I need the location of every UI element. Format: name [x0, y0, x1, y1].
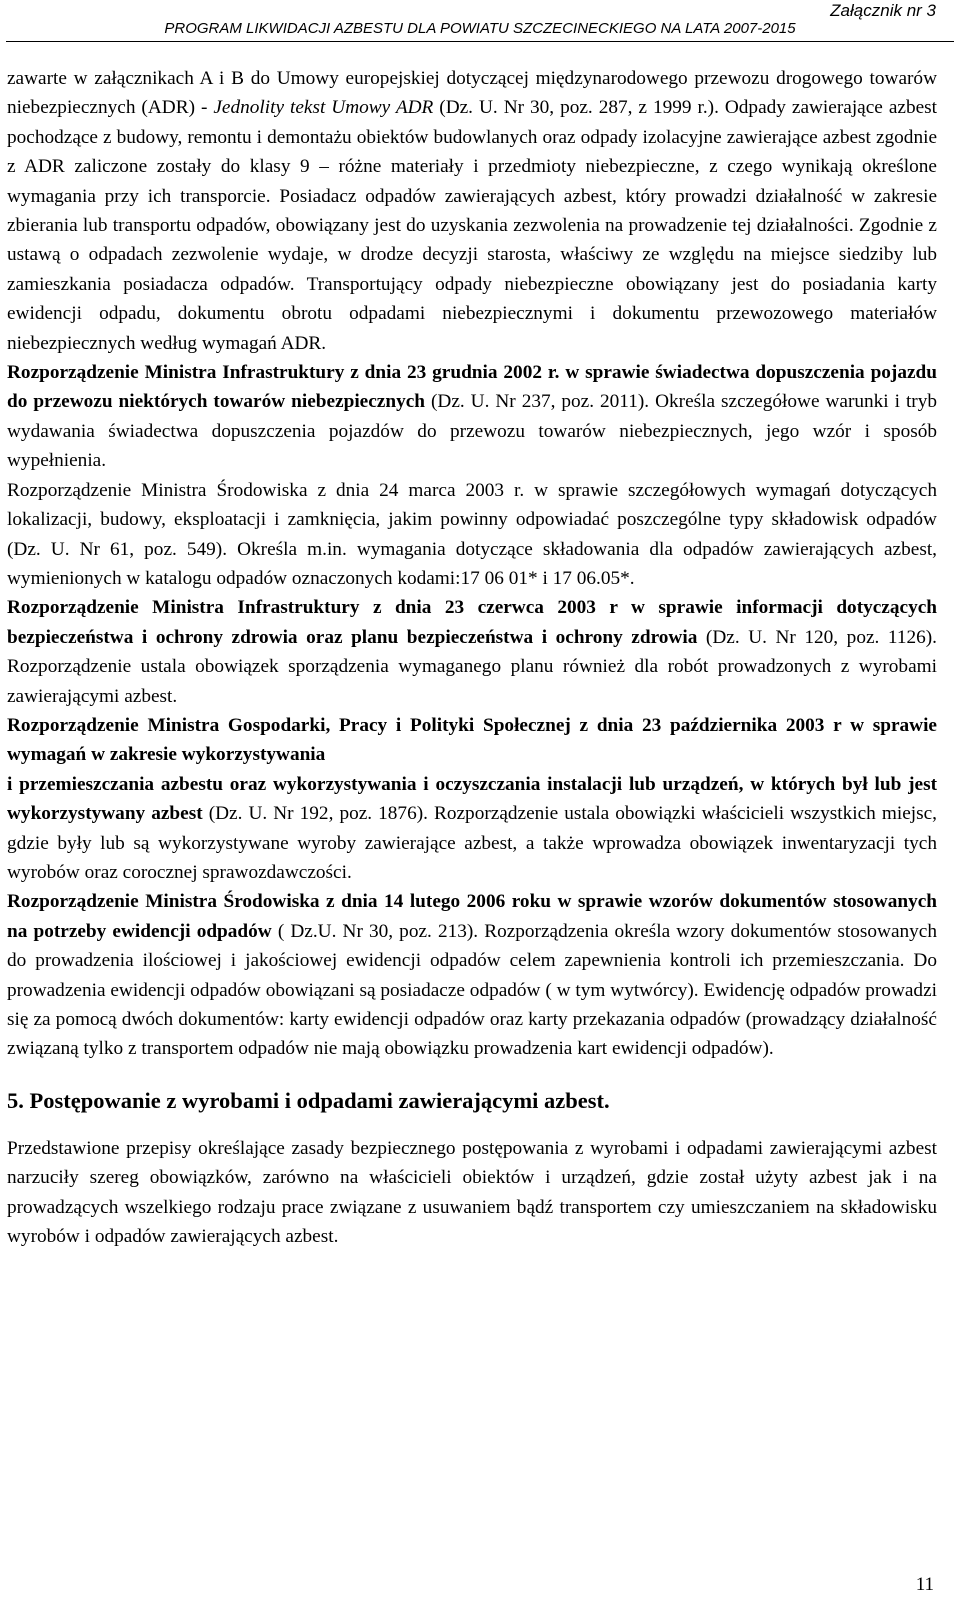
paragraph-regulation-2003-october: Rozporządzenie Ministra Gospodarki, Pracy i Polityki Społecznej z dnia 23 października 2003 r w sprawie wymagań w zakresie wykorzystywania i przemieszczania azbestu oraz wykorzystywania i oczyszczania instalacji lub urządzeń, w których był lub jest wykorzystywany azbest (Dz. U. Nr 192, poz. 1876). Rozporządzenie ustala obowiązki właścicieli wszystkich miejsc, gdzie były lub są wykorzystywane wyroby zawierające azbest, a także wprowadza obowiązek inwentaryzacji tych wyrobów oraz corocznej sprawozdawczości.	[7, 714, 938, 883]
adr-title: Jednolity tekst Umowy ADR	[213, 97, 434, 119]
paragraph-regulation-2003-march: Rozporządzenie Ministra Środowiska z dnia 24 marca 2003 r. w sprawie szczegółowych wymagań dotyczących lokalizacji, budowy, eksploatacji i zamknięcia, jakim powinny odpowiadać poszczególne typy składowisk odpadów (Dz. U. Nr 61, poz. 549). Określa m.in. wymagania dotyczące składowania dla odpadów zawierających azbest, wymienionych w katalogu odpadów oznaczonych kodami:17 06 01* i 17 06.05*.	[7, 479, 937, 589]
header-divider	[6, 41, 954, 42]
section-heading: 5. Postępowanie z wyrobami i odpadami zawierającymi azbest.	[7, 1087, 610, 1113]
page-number: 11	[915, 1574, 934, 1595]
section-paragraph: Przedstawione przepisy określające zasady bezpiecznego postępowania z wyrobami i odpadami zawierającymi azbest narzuciły szereg obowiązków, zarówno na właścicieli obiektów i urządzeń, gdzie został użyty azbest jak i na prowadzących wszelkiego rodzaju prace związane z usuwaniem bądź transportem czy umieszczaniem na składowisku wyrobów i odpadów zawierających azbest.	[7, 1137, 937, 1248]
paragraph-regulation-2006: Rozporządzenie Ministra Środowiska z dnia 14 lutego 2006 roku w sprawie wzorów dokumentów stosowanych na potrzeby ewidencji odpadów ( Dz.U. Nr 30, poz. 213). Rozporządzenia określa wzory dokumentów stosowanych do prowadzenia ilościowej i jakościowej ewidencji odpadów celem zapewnienia kontroli ich przemieszczania. Do prowadzenia ewidencji odpadów obowiązani są posiadacze odpadów ( w tym wytwórcy). Ewidencję odpadów prowadzi się za pomocą dwóch dokumentów: karty ewidencji odpadów oraz karty przekazania odpadów (prowadzący działalność związaną tylko z transportem odpadów nie mają obowiązku prowadzenia kart ewidencji odpadów).	[7, 891, 937, 1060]
regulation-title: Rozporządzenie Ministra Infrastruktury z dnia 23 czerwca 2003 r w sprawie informacji dotyczących bezpieczeństwa i ochrony zdrowia oraz planu bezpieczeństwa i ochrony zdrowia	[7, 597, 937, 648]
program-header: PROGRAM LIKWIDACJI AZBESTU DLA POWIATU SZCZECINECKIEGO NA LATA 2007-2015	[164, 20, 796, 37]
paragraph-adr: zawarte w załącznikach A i B do Umowy europejskiej dotyczącej międzynarodowego przewozu drogowego towarów niebezpiecznych (ADR) - Jednolity tekst Umowy ADR (Dz. U. Nr 30, poz. 287, z 1999 r.). Odpady zawierające azbest pochodzące z budowy, remontu i demontażu obiektów budowlanych oraz odpady izolacyjne zawierające azbest zgodnie z ADR zaliczone zostały do klasy 9 – różne materiały i przedmioty niebezpieczne, z czego wynikają określone wymagania przy ich transporcie. Posiadacz odpadów zawierających azbest, który prowadzi działalność w zakresie zbierania lub transportu odpadów, obowiązany jest do uzyskania zezwolenia na prowadzenie tej działalności. Zgodnie z ustawą o odpadach zezwolenie wydaje, w drodze decyzji starosta, właściwy ze względu na miejsce siedziby lub zamieszkania posiadacza odpadów. Transportujący odpady niebezpieczne obowiązany jest do posiadania karty ewidencji odpadu, dokumentu obrotu odpadami niebezpiecznymi i dokumentu przewozowego materiałów niebezpiecznych według wymagań ADR.	[7, 68, 937, 354]
paragraph-regulation-2002: Rozporządzenie Ministra Infrastruktury z dnia 23 grudnia 2002 r. w sprawie świadectwa dopuszczenia pojazdu do przewozu niektórych towarów niebezpiecznych (Dz. U. Nr 237, poz. 2011). Określa szczegółowe warunki i tryb wydawania świadectwa dopuszczenia pojazdów do przewozu towarów niebezpiecznych, jego wzór i sposób wypełnienia.	[7, 362, 938, 472]
paragraph-regulation-2003-june: Rozporządzenie Ministra Infrastruktury z dnia 23 czerwca 2003 r w sprawie informacji dotyczących bezpieczeństwa i ochrony zdrowia oraz planu bezpieczeństwa i ochrony zdrowia (Dz. U. Nr 120, poz. 1126). Rozporządzenie ustala obowiązek sporządzenia wymaganego planu również dla robót prowadzonych z wyrobami zawierającymi azbest.	[7, 597, 937, 707]
regulation-title: Rozporządzenie Ministra Środowiska z dnia 14 lutego 2006 roku w sprawie wzorów dokumentów stosowanych na potrzeby ewidencji odpadów	[7, 891, 937, 942]
regulation-title: Rozporządzenie Ministra Infrastruktury z dnia 23 grudnia 2002 r. w sprawie świadectwa dopuszczenia pojazdu do przewozu niektórych towarów niebezpiecznych	[7, 362, 937, 413]
document-body	[7, 64, 937, 1251]
regulation-title-cont: i przemieszczania azbestu oraz wykorzystywania i oczyszczania instalacji lub urządzeń, w których był lub jest wykorzystywany azbest	[7, 773, 937, 825]
attachment-label: Załącznik nr 3	[830, 1, 936, 20]
regulation-title: Rozporządzenie Ministra Gospodarki, Pracy i Polityki Społecznej z dnia 23 października 2003 r w sprawie wymagań w zakresie wykorzystywania	[7, 714, 937, 766]
